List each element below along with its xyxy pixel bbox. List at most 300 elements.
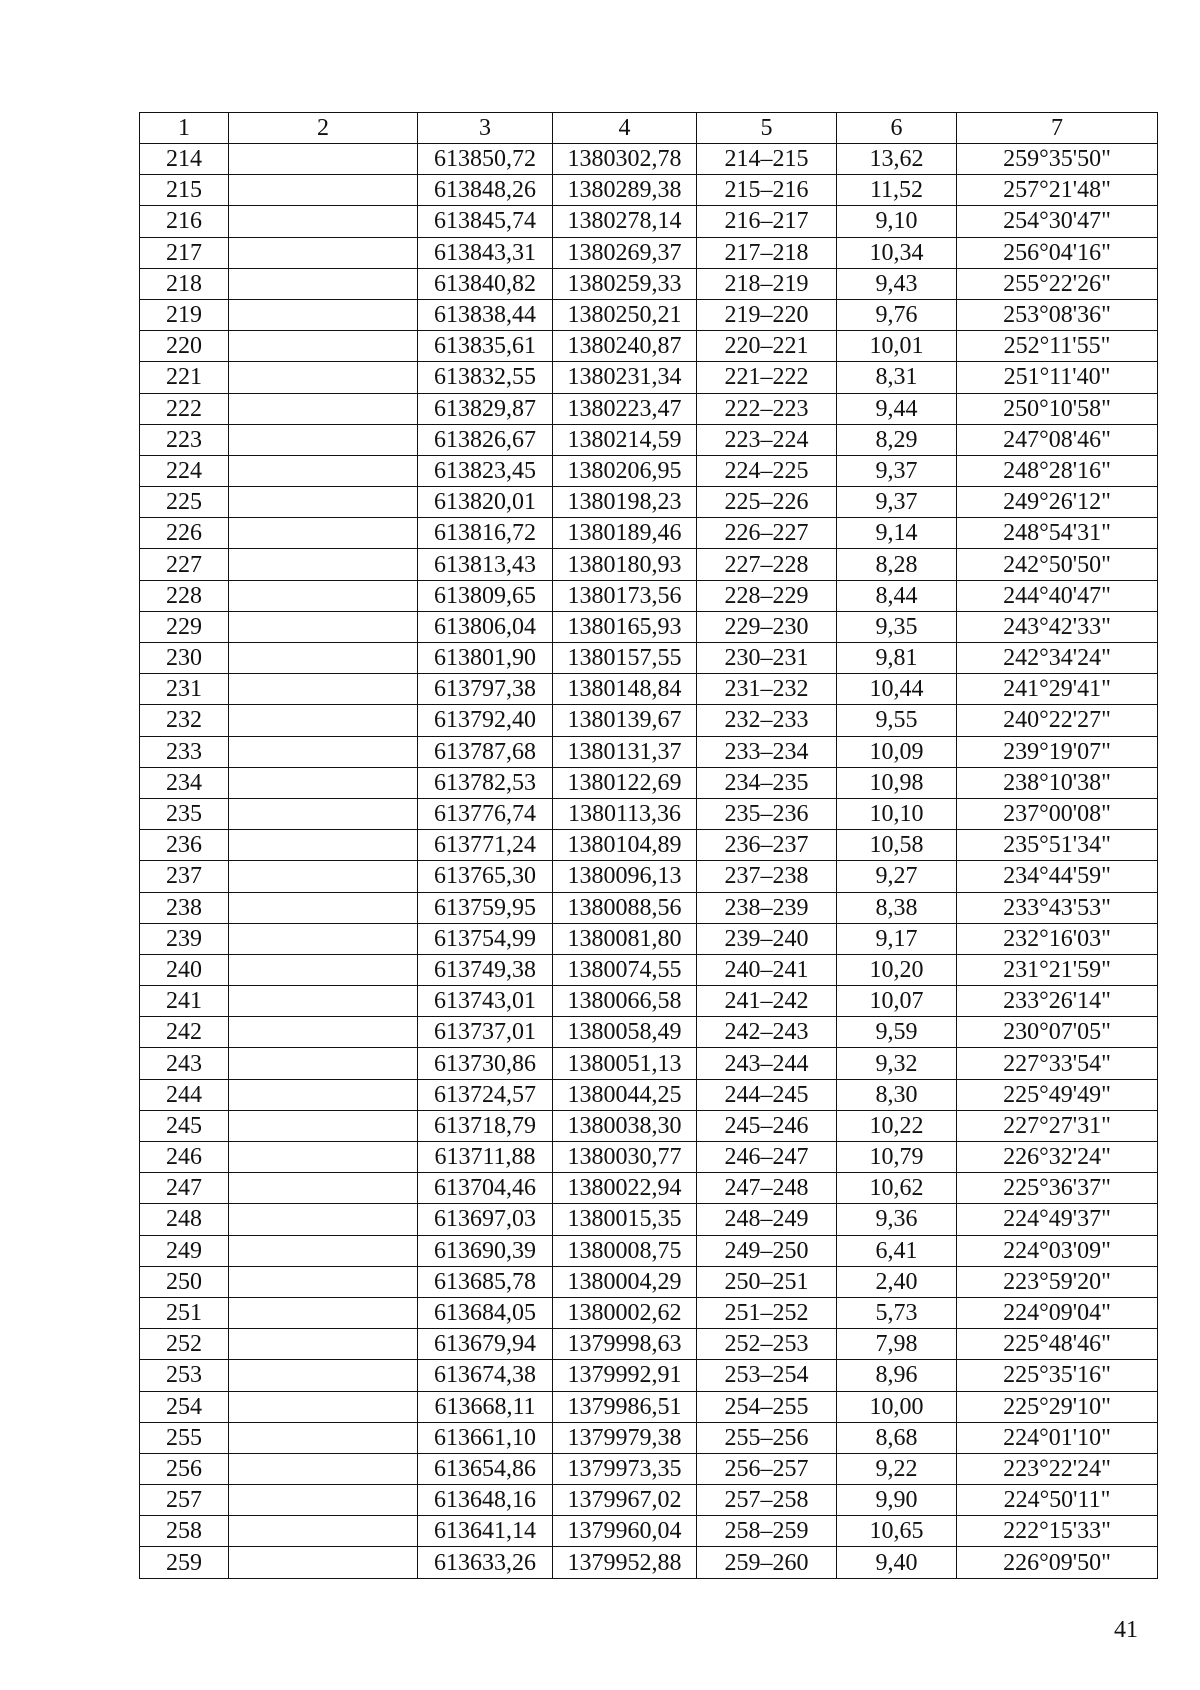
length-cell: 9,14	[837, 518, 957, 549]
column-header: 5	[697, 113, 837, 144]
y-coordinate-cell: 1380173,56	[553, 580, 697, 611]
point-name-cell	[229, 1297, 418, 1328]
point-name-cell	[229, 268, 418, 299]
y-coordinate-cell: 1380088,56	[553, 892, 697, 923]
bearing-cell: 244°40'47"	[957, 580, 1158, 611]
y-coordinate-cell: 1380074,55	[553, 954, 697, 985]
segment-cell: 232–233	[697, 705, 837, 736]
x-coordinate-cell: 613848,26	[418, 175, 553, 206]
length-cell: 11,52	[837, 175, 957, 206]
y-coordinate-cell: 1380189,46	[553, 518, 697, 549]
table-row	[140, 175, 1158, 206]
y-coordinate-cell: 1380223,47	[553, 393, 697, 424]
segment-cell: 258–259	[697, 1516, 837, 1547]
segment-cell: 235–236	[697, 798, 837, 829]
length-cell: 9,81	[837, 643, 957, 674]
point-name-cell	[229, 861, 418, 892]
bearing-cell: 235°51'34"	[957, 830, 1158, 861]
y-coordinate-cell: 1380231,34	[553, 362, 697, 393]
x-coordinate-cell: 613730,86	[418, 1048, 553, 1079]
segment-cell: 251–252	[697, 1297, 837, 1328]
y-coordinate-cell: 1380278,14	[553, 206, 697, 237]
point-number-cell: 242	[140, 1017, 229, 1048]
point-number-cell: 230	[140, 643, 229, 674]
length-cell: 10,20	[837, 954, 957, 985]
point-number-cell: 221	[140, 362, 229, 393]
point-number-cell: 247	[140, 1173, 229, 1204]
bearing-cell: 253°08'36"	[957, 299, 1158, 330]
coordinates-table	[139, 112, 1158, 1579]
y-coordinate-cell: 1380269,37	[553, 237, 697, 268]
point-name-cell	[229, 767, 418, 798]
segment-cell: 236–237	[697, 830, 837, 861]
point-number-cell: 246	[140, 1142, 229, 1173]
point-number-cell: 251	[140, 1297, 229, 1328]
point-name-cell	[229, 954, 418, 985]
table-row	[140, 986, 1158, 1017]
point-name-cell	[229, 455, 418, 486]
table-row	[140, 1485, 1158, 1516]
x-coordinate-cell: 613797,38	[418, 674, 553, 705]
bearing-cell: 238°10'38"	[957, 767, 1158, 798]
point-name-cell	[229, 1235, 418, 1266]
x-coordinate-cell: 613759,95	[418, 892, 553, 923]
table-row	[140, 767, 1158, 798]
length-cell: 2,40	[837, 1266, 957, 1297]
point-number-cell: 224	[140, 455, 229, 486]
x-coordinate-cell: 613718,79	[418, 1110, 553, 1141]
point-number-cell: 233	[140, 736, 229, 767]
y-coordinate-cell: 1380157,55	[553, 643, 697, 674]
x-coordinate-cell: 613684,05	[418, 1297, 553, 1328]
bearing-cell: 234°44'59"	[957, 861, 1158, 892]
bearing-cell: 259°35'50"	[957, 144, 1158, 175]
segment-cell: 245–246	[697, 1110, 837, 1141]
table-row	[140, 1266, 1158, 1297]
x-coordinate-cell: 613641,14	[418, 1516, 553, 1547]
bearing-cell: 252°11'55"	[957, 331, 1158, 362]
bearing-cell: 227°33'54"	[957, 1048, 1158, 1079]
point-name-cell	[229, 1360, 418, 1391]
segment-cell: 220–221	[697, 331, 837, 362]
length-cell: 8,31	[837, 362, 957, 393]
length-cell: 8,44	[837, 580, 957, 611]
segment-cell: 248–249	[697, 1204, 837, 1235]
x-coordinate-cell: 613749,38	[418, 954, 553, 985]
point-name-cell	[229, 1453, 418, 1484]
length-cell: 9,36	[837, 1204, 957, 1235]
segment-cell: 223–224	[697, 424, 837, 455]
y-coordinate-cell: 1380214,59	[553, 424, 697, 455]
x-coordinate-cell: 613648,16	[418, 1485, 553, 1516]
point-number-cell: 259	[140, 1547, 229, 1578]
point-name-cell	[229, 1516, 418, 1547]
table-row	[140, 643, 1158, 674]
length-cell: 7,98	[837, 1329, 957, 1360]
point-name-cell	[229, 674, 418, 705]
point-number-cell: 226	[140, 518, 229, 549]
point-name-cell	[229, 1547, 418, 1578]
length-cell: 10,62	[837, 1173, 957, 1204]
segment-cell: 217–218	[697, 237, 837, 268]
length-cell: 9,27	[837, 861, 957, 892]
y-coordinate-cell: 1380113,36	[553, 798, 697, 829]
bearing-cell: 240°22'27"	[957, 705, 1158, 736]
x-coordinate-cell: 613704,46	[418, 1173, 553, 1204]
point-number-cell: 222	[140, 393, 229, 424]
point-name-cell	[229, 362, 418, 393]
bearing-cell: 225°35'16"	[957, 1360, 1158, 1391]
point-name-cell	[229, 206, 418, 237]
segment-cell: 224–225	[697, 455, 837, 486]
point-number-cell: 256	[140, 1453, 229, 1484]
point-number-cell: 231	[140, 674, 229, 705]
bearing-cell: 223°59'20"	[957, 1266, 1158, 1297]
table-row	[140, 299, 1158, 330]
x-coordinate-cell: 613823,45	[418, 455, 553, 486]
point-name-cell	[229, 1142, 418, 1173]
segment-cell: 227–228	[697, 549, 837, 580]
y-coordinate-cell: 1380165,93	[553, 611, 697, 642]
point-number-cell: 252	[140, 1329, 229, 1360]
point-name-cell	[229, 1391, 418, 1422]
bearing-cell: 233°43'53"	[957, 892, 1158, 923]
x-coordinate-cell: 613820,01	[418, 487, 553, 518]
y-coordinate-cell: 1380058,49	[553, 1017, 697, 1048]
x-coordinate-cell: 613838,44	[418, 299, 553, 330]
table-row	[140, 1297, 1158, 1328]
point-number-cell: 237	[140, 861, 229, 892]
bearing-cell: 233°26'14"	[957, 986, 1158, 1017]
table-row	[140, 1391, 1158, 1422]
segment-cell: 215–216	[697, 175, 837, 206]
y-coordinate-cell: 1380008,75	[553, 1235, 697, 1266]
segment-cell: 241–242	[697, 986, 837, 1017]
table-row	[140, 923, 1158, 954]
segment-cell: 243–244	[697, 1048, 837, 1079]
table-row	[140, 1422, 1158, 1453]
point-name-cell	[229, 1079, 418, 1110]
x-coordinate-cell: 613792,40	[418, 705, 553, 736]
bearing-cell: 227°27'31"	[957, 1110, 1158, 1141]
point-number-cell: 216	[140, 206, 229, 237]
table-row	[140, 830, 1158, 861]
bearing-cell: 224°03'09"	[957, 1235, 1158, 1266]
segment-cell: 216–217	[697, 206, 837, 237]
x-coordinate-cell: 613826,67	[418, 424, 553, 455]
point-name-cell	[229, 986, 418, 1017]
point-number-cell: 220	[140, 331, 229, 362]
table-row	[140, 1360, 1158, 1391]
table-row	[140, 674, 1158, 705]
x-coordinate-cell: 613845,74	[418, 206, 553, 237]
x-coordinate-cell: 613850,72	[418, 144, 553, 175]
x-coordinate-cell: 613829,87	[418, 393, 553, 424]
x-coordinate-cell: 613806,04	[418, 611, 553, 642]
bearing-cell: 250°10'58"	[957, 393, 1158, 424]
length-cell: 10,01	[837, 331, 957, 362]
segment-cell: 222–223	[697, 393, 837, 424]
table-row	[140, 549, 1158, 580]
point-number-cell: 245	[140, 1110, 229, 1141]
y-coordinate-cell: 1380066,58	[553, 986, 697, 1017]
length-cell: 10,09	[837, 736, 957, 767]
segment-cell: 219–220	[697, 299, 837, 330]
y-coordinate-cell: 1379967,02	[553, 1485, 697, 1516]
y-coordinate-cell: 1380004,29	[553, 1266, 697, 1297]
length-cell: 10,00	[837, 1391, 957, 1422]
segment-cell: 230–231	[697, 643, 837, 674]
table-row	[140, 487, 1158, 518]
point-number-cell: 239	[140, 923, 229, 954]
y-coordinate-cell: 1380030,77	[553, 1142, 697, 1173]
x-coordinate-cell: 613668,11	[418, 1391, 553, 1422]
y-coordinate-cell: 1380198,23	[553, 487, 697, 518]
bearing-cell: 237°00'08"	[957, 798, 1158, 829]
bearing-cell: 255°22'26"	[957, 268, 1158, 299]
point-number-cell: 254	[140, 1391, 229, 1422]
point-number-cell: 229	[140, 611, 229, 642]
bearing-cell: 226°09'50"	[957, 1547, 1158, 1578]
bearing-cell: 230°07'05"	[957, 1017, 1158, 1048]
bearing-cell: 226°32'24"	[957, 1142, 1158, 1173]
length-cell: 8,28	[837, 549, 957, 580]
length-cell: 9,43	[837, 268, 957, 299]
point-number-cell: 214	[140, 144, 229, 175]
length-cell: 9,37	[837, 455, 957, 486]
point-name-cell	[229, 643, 418, 674]
segment-cell: 231–232	[697, 674, 837, 705]
table-row	[140, 268, 1158, 299]
point-name-cell	[229, 1017, 418, 1048]
length-cell: 10,79	[837, 1142, 957, 1173]
length-cell: 9,59	[837, 1017, 957, 1048]
point-name-cell	[229, 1110, 418, 1141]
x-coordinate-cell: 613679,94	[418, 1329, 553, 1360]
length-cell: 8,68	[837, 1422, 957, 1453]
table-row	[140, 1235, 1158, 1266]
x-coordinate-cell: 613787,68	[418, 736, 553, 767]
length-cell: 10,10	[837, 798, 957, 829]
x-coordinate-cell: 613711,88	[418, 1142, 553, 1173]
y-coordinate-cell: 1380259,33	[553, 268, 697, 299]
length-cell: 6,41	[837, 1235, 957, 1266]
point-number-cell: 215	[140, 175, 229, 206]
length-cell: 9,76	[837, 299, 957, 330]
table-row	[140, 1017, 1158, 1048]
point-name-cell	[229, 1173, 418, 1204]
segment-cell: 234–235	[697, 767, 837, 798]
table-row	[140, 861, 1158, 892]
column-header: 1	[140, 113, 229, 144]
x-coordinate-cell: 613771,24	[418, 830, 553, 861]
y-coordinate-cell: 1380148,84	[553, 674, 697, 705]
y-coordinate-cell: 1380302,78	[553, 144, 697, 175]
table-row	[140, 705, 1158, 736]
table-row	[140, 206, 1158, 237]
segment-cell: 226–227	[697, 518, 837, 549]
y-coordinate-cell: 1380022,94	[553, 1173, 697, 1204]
bearing-cell: 225°48'46"	[957, 1329, 1158, 1360]
table-row	[140, 611, 1158, 642]
segment-cell: 246–247	[697, 1142, 837, 1173]
point-name-cell	[229, 1422, 418, 1453]
point-name-cell	[229, 736, 418, 767]
point-number-cell: 248	[140, 1204, 229, 1235]
column-header: 3	[418, 113, 553, 144]
point-number-cell: 234	[140, 767, 229, 798]
point-number-cell: 218	[140, 268, 229, 299]
segment-cell: 255–256	[697, 1422, 837, 1453]
table-row	[140, 798, 1158, 829]
length-cell: 9,40	[837, 1547, 957, 1578]
length-cell: 10,07	[837, 986, 957, 1017]
y-coordinate-cell: 1380122,69	[553, 767, 697, 798]
column-header: 7	[957, 113, 1158, 144]
column-header: 4	[553, 113, 697, 144]
segment-cell: 249–250	[697, 1235, 837, 1266]
bearing-cell: 251°11'40"	[957, 362, 1158, 393]
point-name-cell	[229, 331, 418, 362]
point-number-cell: 240	[140, 954, 229, 985]
table-row	[140, 1516, 1158, 1547]
y-coordinate-cell: 1380051,13	[553, 1048, 697, 1079]
x-coordinate-cell: 613743,01	[418, 986, 553, 1017]
point-name-cell	[229, 1048, 418, 1079]
y-coordinate-cell: 1380096,13	[553, 861, 697, 892]
x-coordinate-cell: 613697,03	[418, 1204, 553, 1235]
x-coordinate-cell: 613809,65	[418, 580, 553, 611]
point-name-cell	[229, 798, 418, 829]
segment-cell: 242–243	[697, 1017, 837, 1048]
length-cell: 9,17	[837, 923, 957, 954]
point-number-cell: 225	[140, 487, 229, 518]
table-row	[140, 237, 1158, 268]
point-name-cell	[229, 424, 418, 455]
length-cell: 8,96	[837, 1360, 957, 1391]
point-name-cell	[229, 237, 418, 268]
table-row	[140, 1547, 1158, 1578]
length-cell: 9,32	[837, 1048, 957, 1079]
x-coordinate-cell: 613776,74	[418, 798, 553, 829]
point-name-cell	[229, 175, 418, 206]
x-coordinate-cell: 613737,01	[418, 1017, 553, 1048]
length-cell: 9,90	[837, 1485, 957, 1516]
y-coordinate-cell: 1380002,62	[553, 1297, 697, 1328]
length-cell: 10,44	[837, 674, 957, 705]
y-coordinate-cell: 1380044,25	[553, 1079, 697, 1110]
x-coordinate-cell: 613690,39	[418, 1235, 553, 1266]
length-cell: 9,22	[837, 1453, 957, 1484]
point-name-cell	[229, 611, 418, 642]
segment-cell: 253–254	[697, 1360, 837, 1391]
point-name-cell	[229, 830, 418, 861]
segment-cell: 238–239	[697, 892, 837, 923]
length-cell: 8,30	[837, 1079, 957, 1110]
point-number-cell: 219	[140, 299, 229, 330]
table-row	[140, 1079, 1158, 1110]
bearing-cell: 256°04'16"	[957, 237, 1158, 268]
point-number-cell: 232	[140, 705, 229, 736]
bearing-cell: 223°22'24"	[957, 1453, 1158, 1484]
y-coordinate-cell: 1380131,37	[553, 736, 697, 767]
bearing-cell: 224°49'37"	[957, 1204, 1158, 1235]
table-row	[140, 1204, 1158, 1235]
y-coordinate-cell: 1380240,87	[553, 331, 697, 362]
bearing-cell: 222°15'33"	[957, 1516, 1158, 1547]
table-row	[140, 1048, 1158, 1079]
table-row	[140, 1142, 1158, 1173]
y-coordinate-cell: 1380180,93	[553, 549, 697, 580]
segment-cell: 221–222	[697, 362, 837, 393]
table-row	[140, 455, 1158, 486]
segment-cell: 252–253	[697, 1329, 837, 1360]
x-coordinate-cell: 613724,57	[418, 1079, 553, 1110]
bearing-cell: 243°42'33"	[957, 611, 1158, 642]
segment-cell: 259–260	[697, 1547, 837, 1578]
point-number-cell: 255	[140, 1422, 229, 1453]
y-coordinate-cell: 1380289,38	[553, 175, 697, 206]
segment-cell: 233–234	[697, 736, 837, 767]
segment-cell: 254–255	[697, 1391, 837, 1422]
y-coordinate-cell: 1379979,38	[553, 1422, 697, 1453]
point-name-cell	[229, 705, 418, 736]
table-row	[140, 1453, 1158, 1484]
table-row	[140, 331, 1158, 362]
segment-cell: 247–248	[697, 1173, 837, 1204]
point-name-cell	[229, 393, 418, 424]
table-row	[140, 580, 1158, 611]
y-coordinate-cell: 1380038,30	[553, 1110, 697, 1141]
length-cell: 10,65	[837, 1516, 957, 1547]
bearing-cell: 224°50'11"	[957, 1485, 1158, 1516]
table-body	[140, 113, 1158, 1579]
point-name-cell	[229, 518, 418, 549]
point-name-cell	[229, 487, 418, 518]
point-name-cell	[229, 580, 418, 611]
point-name-cell	[229, 1266, 418, 1297]
y-coordinate-cell: 1379973,35	[553, 1453, 697, 1484]
bearing-cell: 231°21'59"	[957, 954, 1158, 985]
table-row	[140, 518, 1158, 549]
point-number-cell: 241	[140, 986, 229, 1017]
page-number: 41	[1114, 1617, 1138, 1643]
bearing-cell: 247°08'46"	[957, 424, 1158, 455]
y-coordinate-cell: 1379986,51	[553, 1391, 697, 1422]
bearing-cell: 248°28'16"	[957, 455, 1158, 486]
bearing-cell: 224°09'04"	[957, 1297, 1158, 1328]
length-cell: 13,62	[837, 144, 957, 175]
table-header-row	[140, 113, 1158, 144]
length-cell: 10,98	[837, 767, 957, 798]
table-row	[140, 1110, 1158, 1141]
segment-cell: 256–257	[697, 1453, 837, 1484]
bearing-cell: 257°21'48"	[957, 175, 1158, 206]
bearing-cell: 232°16'03"	[957, 923, 1158, 954]
x-coordinate-cell: 613840,82	[418, 268, 553, 299]
x-coordinate-cell: 613782,53	[418, 767, 553, 798]
point-number-cell: 228	[140, 580, 229, 611]
length-cell: 9,37	[837, 487, 957, 518]
segment-cell: 225–226	[697, 487, 837, 518]
point-name-cell	[229, 549, 418, 580]
x-coordinate-cell: 613813,43	[418, 549, 553, 580]
x-coordinate-cell: 613835,61	[418, 331, 553, 362]
length-cell: 5,73	[837, 1297, 957, 1328]
length-cell: 9,10	[837, 206, 957, 237]
segment-cell: 218–219	[697, 268, 837, 299]
bearing-cell: 254°30'47"	[957, 206, 1158, 237]
